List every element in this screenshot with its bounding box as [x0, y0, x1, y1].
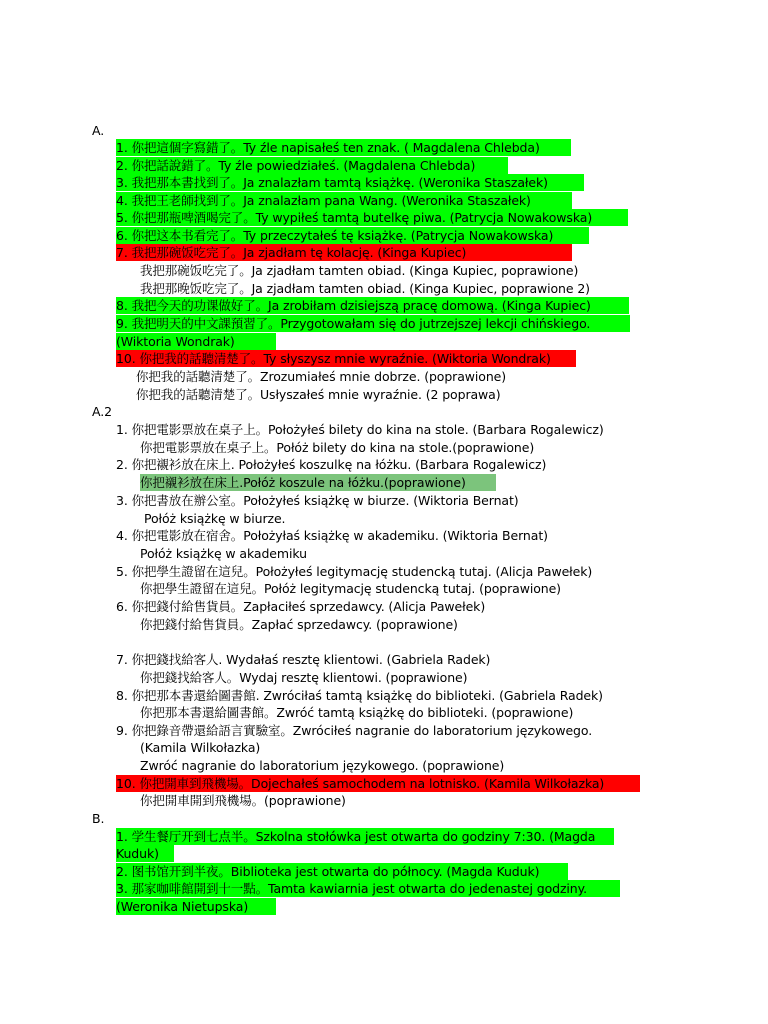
- text-line: 你把那本書還給圖書館。Zwróć tamtą książkę do biblioteki. (poprawione): [140, 705, 574, 720]
- text-line: 1. 你把這個字寫錯了。Ty źle napisałeś ten znak. ( Magdalena Chlebda): [116, 140, 540, 155]
- text-line: 我把那晚饭吃完了。Ja zjadłam tamten obiad. (Kinga Kupiec, poprawione 2): [140, 281, 590, 296]
- text-line: 2. 你把話說錯了。Ty źle powiedziałeś. (Magdalena Chlebda): [116, 158, 476, 173]
- text-line: 10. 你把我的話聽清楚了。Ty słyszysz mnie wyraźnie. (Wiktoria Wondrak): [116, 351, 551, 366]
- text-line: 你把開車開到飛機場。(poprawione): [140, 793, 346, 808]
- text-line: 4. 你把電影放在宿舍。Położyłaś książkę w akademiku. (Wiktoria Bernat): [116, 528, 548, 543]
- text-line: 你把錢付給售貨員。Zapłać sprzedawcy. (poprawione): [140, 617, 458, 632]
- text-line: 6. 你把錢付給售貨員。Zapłaciłeś sprzedawcy. (Alicja Pawełek): [116, 599, 486, 614]
- text-line: 9. 你把錄音帶還給語言實驗室。Zwróciłeś nagranie do laboratorium językowego.: [116, 723, 593, 738]
- text-line: 7. 你把錢找給客人. Wydałaś resztę klientowi. (Gabriela Radek): [116, 652, 491, 667]
- text-line: A.2: [92, 404, 112, 419]
- text-line: 4. 我把王老師找到了。Ja znalazłam pana Wang. (Weronika Staszałek): [116, 193, 531, 208]
- text-line: 你把學生證留在這兒。Połóż legitymację studencką tutaj. (poprawione): [140, 581, 561, 596]
- text-line: A.: [92, 123, 105, 138]
- text-line: Kuduk): [116, 846, 159, 861]
- text-line: Połóż książkę w biurze.: [144, 511, 286, 526]
- text-line: 1. 你把電影票放在桌子上。Położyłeś bilety do kina na stole. (Barbara Rogalewicz): [116, 422, 604, 437]
- text-line: 2. 图书馆开到半夜。Biblioteka jest otwarta do północy. (Magda Kuduk): [116, 864, 540, 879]
- text-line: (Kamila Wilkołazka): [140, 740, 261, 755]
- text-line: 你把襯衫放在床上.Połóż koszule na łóżku.(poprawione): [140, 475, 466, 490]
- text-line: 3. 那家咖啡館開到十一點。Tamta kawiarnia jest otwarta do jedenastej godziny.: [116, 881, 588, 896]
- text-line: 你把我的話聽清楚了。Usłyszałeś mnie wyraźnie. (2 poprawa): [136, 387, 501, 402]
- text-line: 你把錢找給客人。Wydaj resztę klientowi. (poprawione): [140, 670, 468, 685]
- text-line: Połóż książkę w akademiku: [140, 546, 307, 561]
- text-line: 10. 你把開車到飛機場。Dojechałeś samochodem na lotnisko. (Kamila Wilkołazka): [116, 776, 605, 791]
- text-line: 8. 你把那本書還給圖書館. Zwróciłaś tamtą książkę do biblioteki. (Gabriela Radek): [116, 688, 603, 703]
- text-line: 你把電影票放在桌子上。Połóż bilety do kina na stole.(poprawione): [140, 440, 535, 455]
- text-line: 9. 我把明天的中文課預習了。Przygotowałam się do jutrzejszej lekcji chińskiego.: [116, 316, 591, 331]
- text-line: 7. 我把那碗饭吃完了。Ja zjadłam tę kolację. (Kinga Kupiec): [116, 245, 467, 260]
- text-line: 5. 你把學生證留在這兒。Położyłeś legitymację studencką tutaj. (Alicja Pawełek): [116, 564, 593, 579]
- text-line: 你把我的話聽清楚了。Zrozumiałeś mnie dobrze. (poprawione): [136, 369, 507, 384]
- text-line: 6. 你把这本书看完了。Ty przeczytałeś tę książkę. (Patrycja Nowakowska): [116, 228, 554, 243]
- text-line: 2. 你把襯衫放在床上. Położyłeś koszulkę na łóżku. (Barbara Rogalewicz): [116, 457, 547, 472]
- text-line: 1. 学生餐厅开到七点半。Szkolna stołówka jest otwarta do godziny 7:30. (Magda: [116, 829, 596, 844]
- text-line: 8. 我把今天的功课做好了。Ja zrobiłam dzisiejszą pracę domową. (Kinga Kupiec): [116, 298, 591, 313]
- text-line: 我把那碗饭吃完了。Ja zjadłam tamten obiad. (Kinga Kupiec, poprawione): [140, 263, 579, 278]
- text-line: 3. 我把那本書找到了。Ja znalazłam tamtą książkę. (Weronika Staszałek): [116, 175, 548, 190]
- text-line: 3. 你把書放在辦公室。Położyłeś książkę w biurze. (Wiktoria Bernat): [116, 493, 519, 508]
- text-line: (Weronika Nietupska): [116, 899, 249, 914]
- text-line: B.: [92, 811, 105, 826]
- text-line: Zwróć nagranie do laboratorium językowego. (poprawione): [140, 758, 505, 773]
- text-line: (Wiktoria Wondrak): [116, 334, 235, 349]
- text-line: 5. 你把那瓶啤酒喝完了。Ty wypiłeś tamtą butelkę piwa. (Patrycja Nowakowska): [116, 210, 593, 225]
